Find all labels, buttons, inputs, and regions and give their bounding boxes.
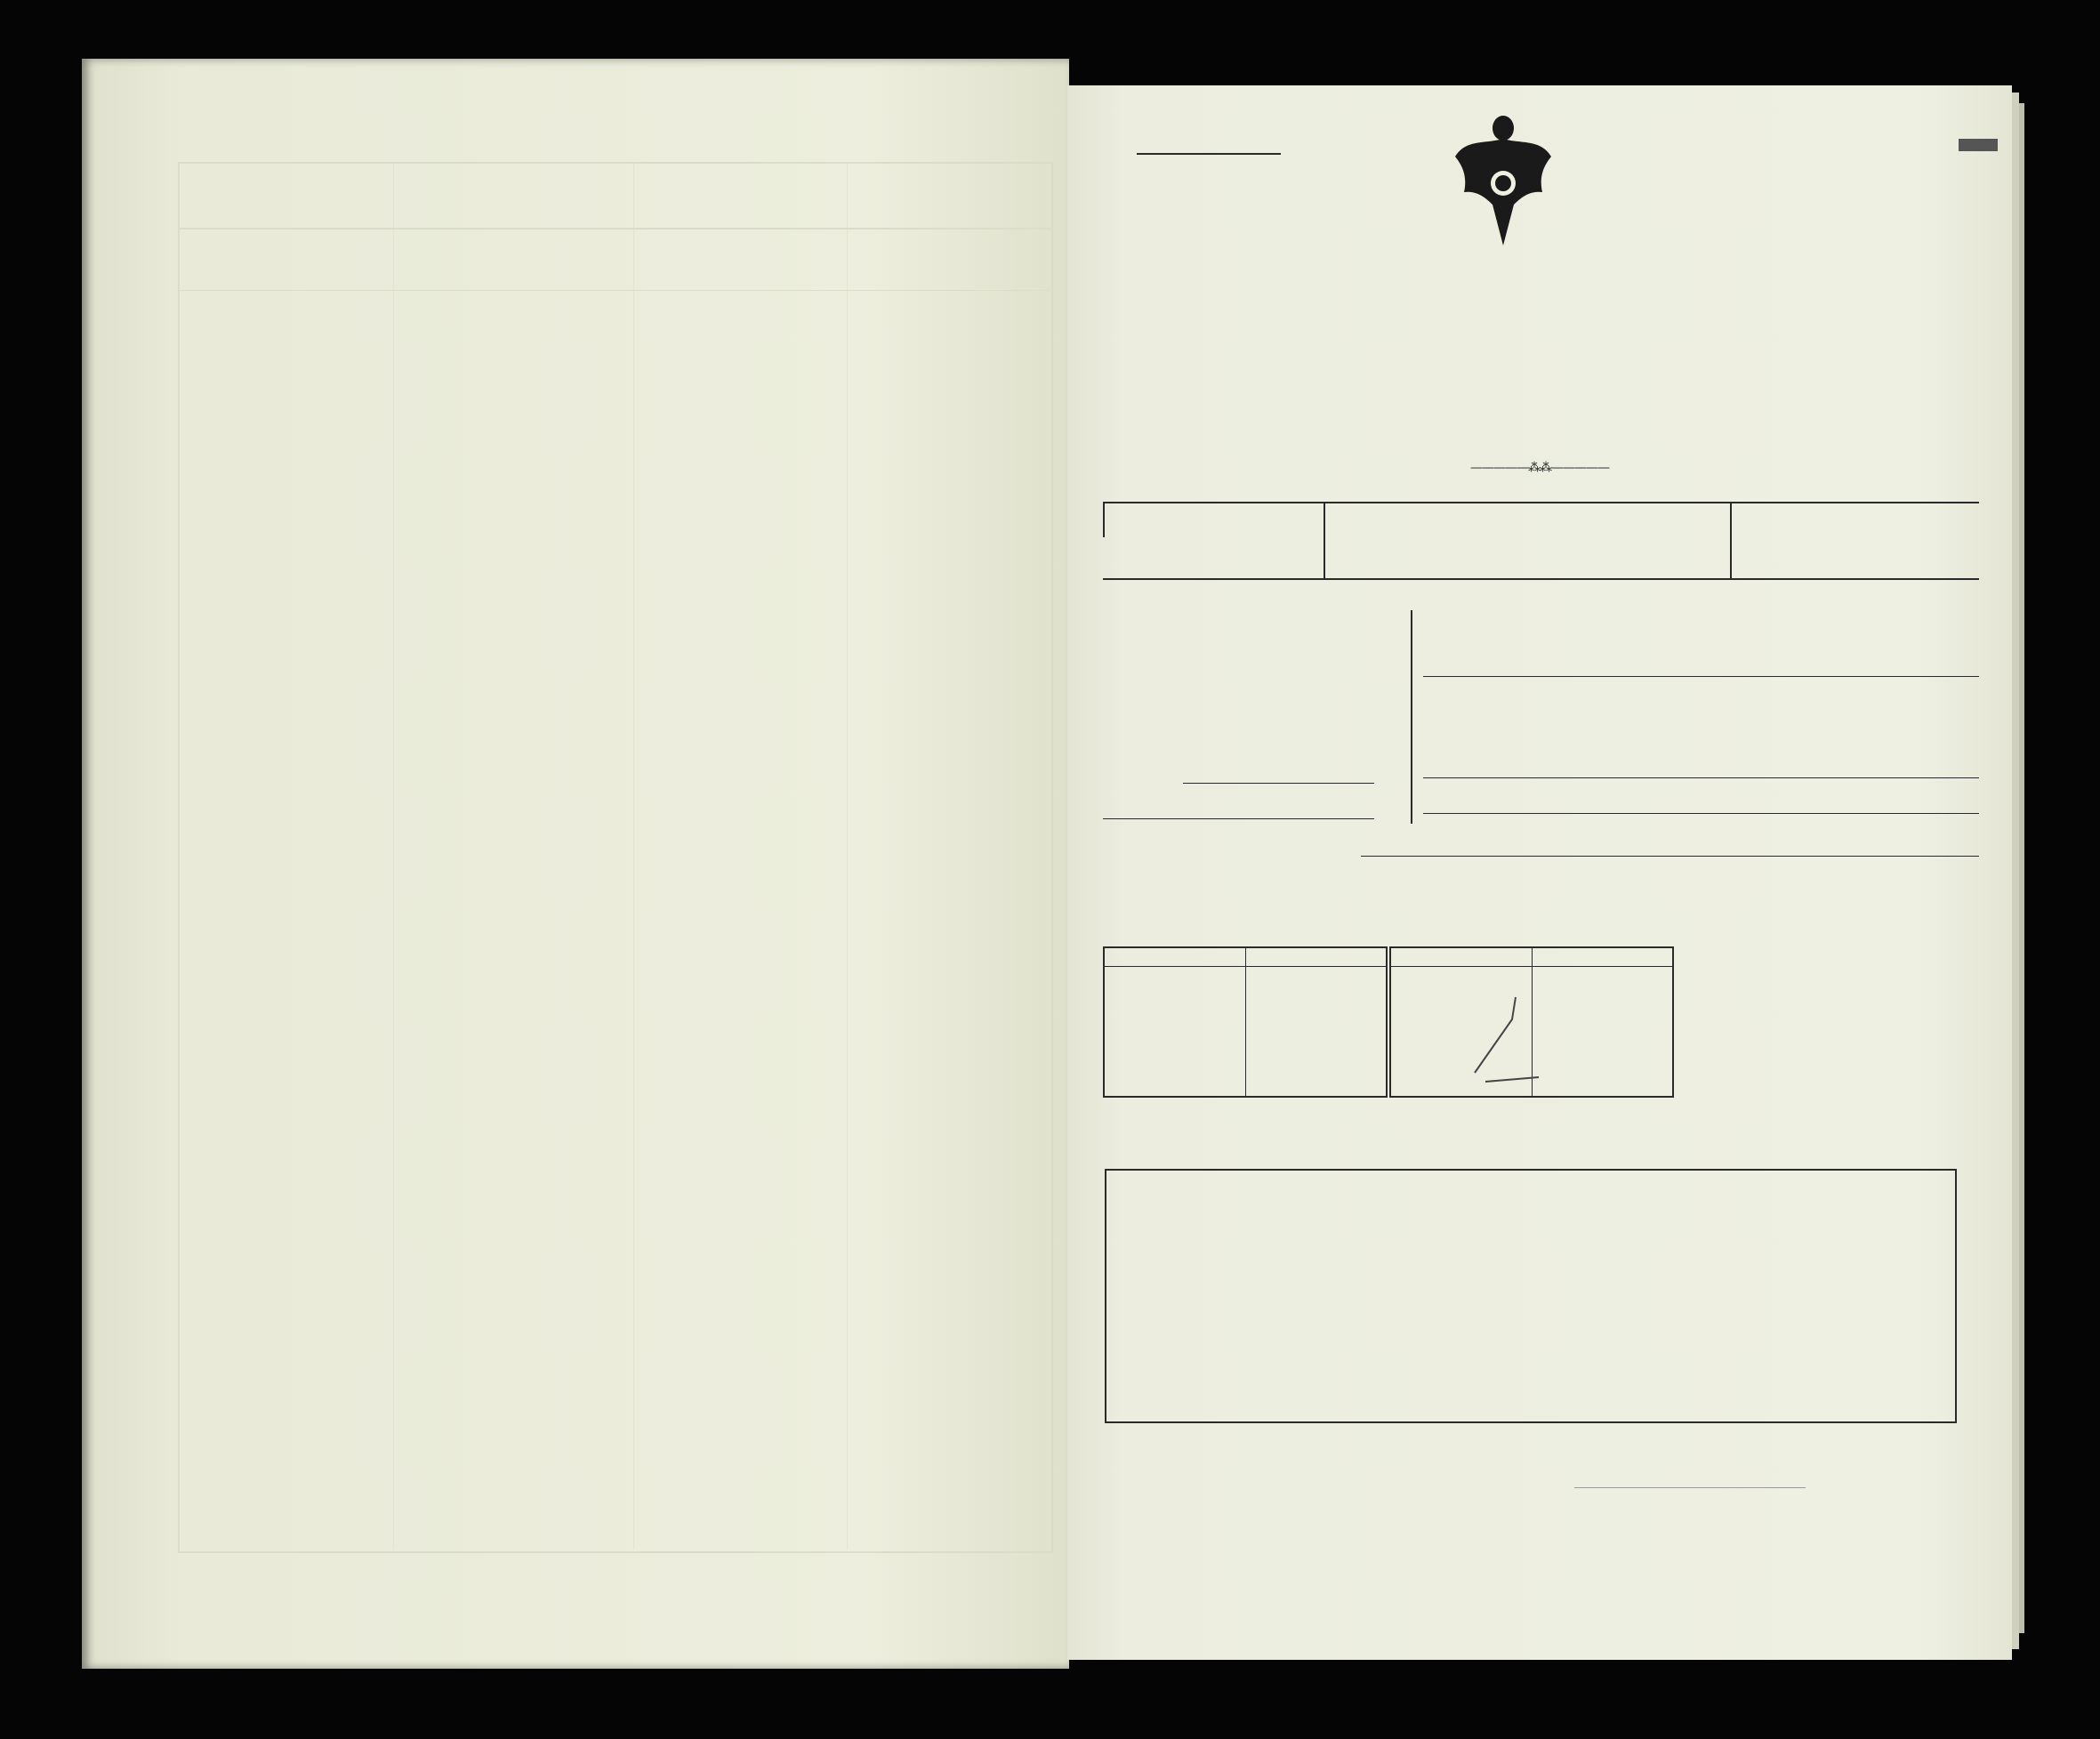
faded-rule bbox=[393, 162, 394, 1550]
row-line bbox=[1389, 966, 1674, 967]
imperial-eagle-emblem bbox=[1450, 112, 1557, 254]
fill-line bbox=[1423, 676, 1979, 677]
column-divider bbox=[1411, 610, 1412, 824]
left-blank-page bbox=[82, 59, 1069, 1669]
page-edge bbox=[2019, 103, 2024, 1633]
fill-line bbox=[1103, 818, 1374, 819]
ornament-rule: —————⁂⁂————— bbox=[1470, 461, 1609, 475]
bracket bbox=[1103, 502, 1105, 537]
fill-line bbox=[1183, 783, 1374, 784]
col-line bbox=[1245, 946, 1246, 1098]
faded-rule bbox=[178, 228, 1053, 229]
faded-frame bbox=[178, 162, 1053, 1553]
faded-rule bbox=[847, 162, 848, 1550]
page-edge bbox=[2012, 93, 2019, 1649]
faded-rule bbox=[178, 290, 1053, 291]
sheet-number-stamp bbox=[1959, 139, 1998, 151]
divider bbox=[1324, 502, 1325, 580]
fill-line bbox=[1423, 777, 1979, 778]
form-header-band bbox=[1103, 502, 1979, 580]
divider bbox=[1730, 502, 1732, 580]
signature-line bbox=[1574, 1487, 1806, 1488]
row-line bbox=[1103, 966, 1388, 967]
fill-line bbox=[1423, 813, 1979, 814]
underline bbox=[1137, 153, 1281, 155]
summary-table bbox=[1105, 1169, 1957, 1423]
handwritten-strike bbox=[1459, 993, 1548, 1091]
faded-rule bbox=[633, 162, 634, 1550]
fill-line bbox=[1361, 856, 1979, 857]
census-form-page bbox=[1067, 85, 2012, 1660]
